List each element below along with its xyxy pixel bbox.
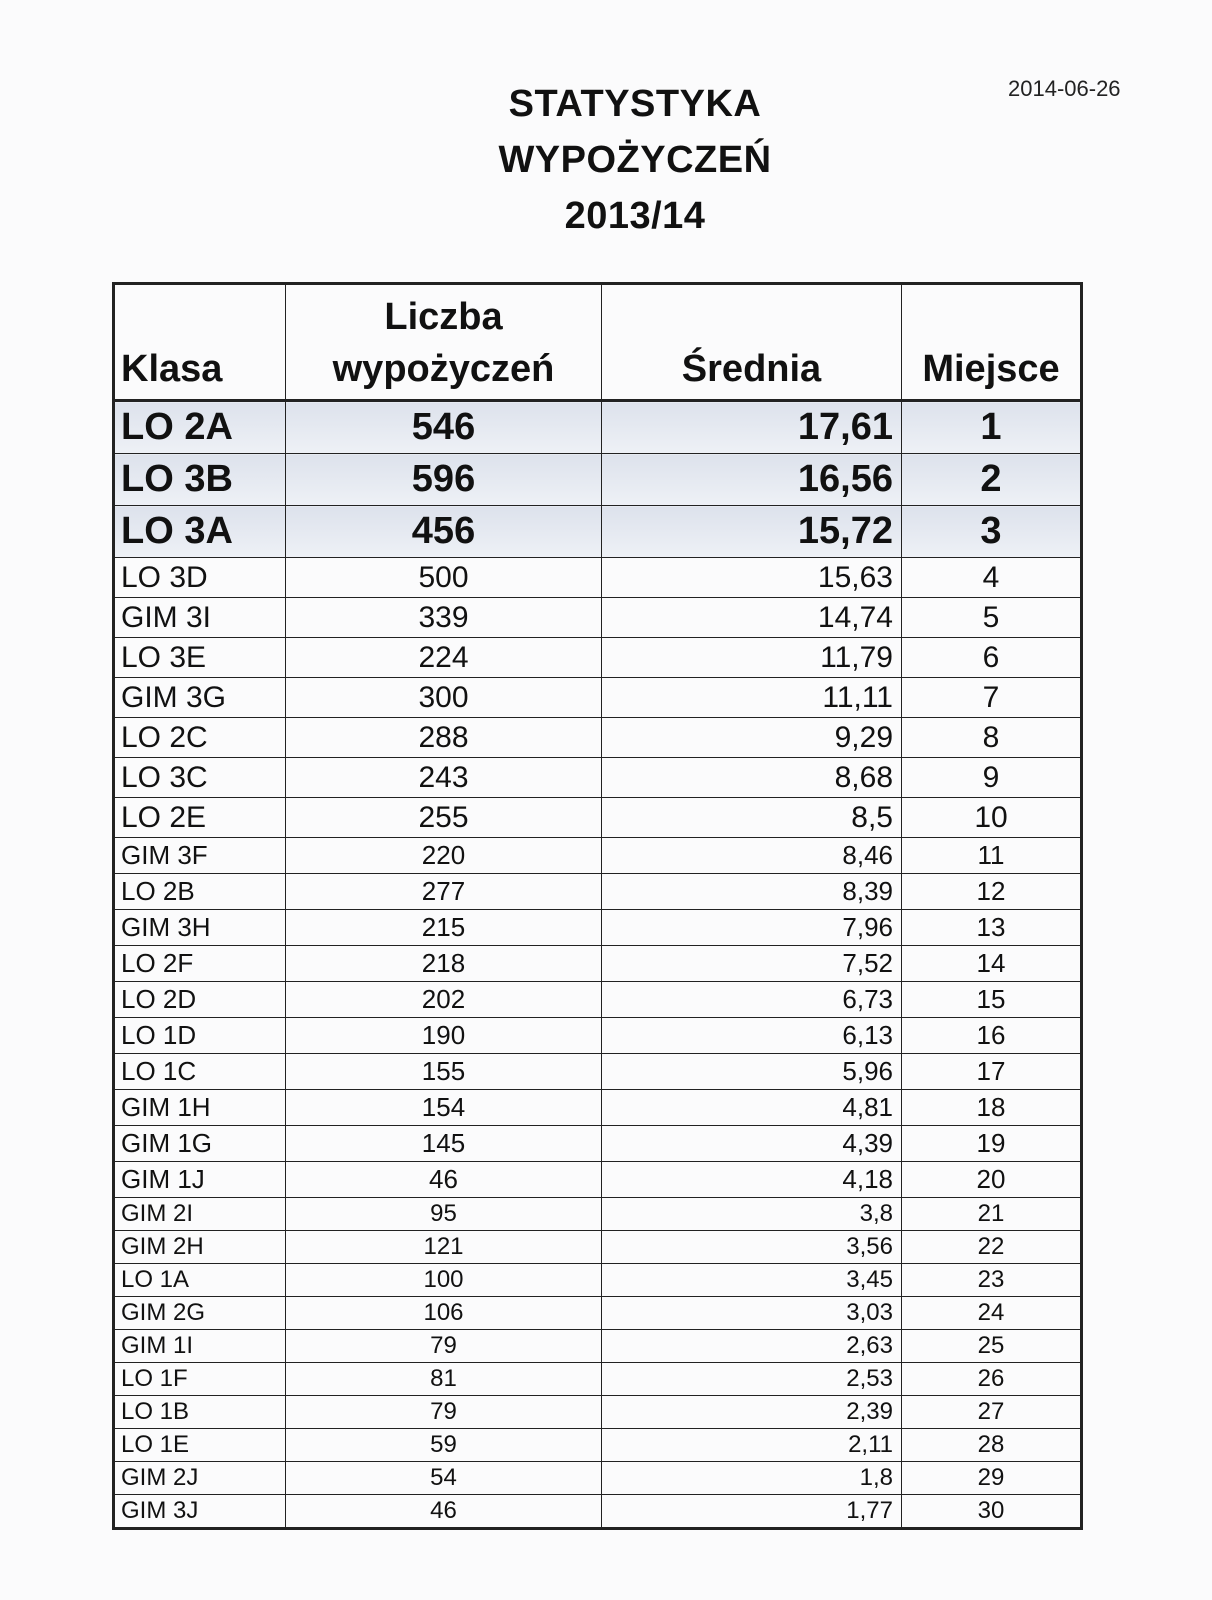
cell-klasa: GIM 3G [114, 678, 286, 718]
cell-klasa: LO 1A [114, 1264, 286, 1297]
cell-srednia: 8,46 [602, 838, 902, 874]
cell-srednia: 8,39 [602, 874, 902, 910]
cell-srednia: 3,45 [602, 1264, 902, 1297]
table-row [114, 1495, 1082, 1529]
cell-klasa: GIM 2H [114, 1231, 286, 1264]
table-row [114, 1126, 1082, 1162]
cell-klasa: GIM 2G [114, 1297, 286, 1330]
cell-miejsce: 19 [902, 1126, 1082, 1162]
cell-miejsce: 9 [902, 758, 1082, 798]
document-date: 2014-06-26 [1008, 76, 1121, 101]
cell-klasa: GIM 1I [114, 1330, 286, 1363]
cell-srednia: 11,11 [602, 678, 902, 718]
cell-liczba: 145 [286, 1126, 602, 1162]
cell-klasa: GIM 2I [114, 1198, 286, 1231]
cell-klasa: LO 3A [114, 506, 286, 558]
cell-miejsce: 26 [902, 1363, 1082, 1396]
cell-miejsce: 16 [902, 1018, 1082, 1054]
table-row [114, 838, 1082, 874]
table-row [114, 598, 1082, 638]
cell-klasa: GIM 3J [114, 1495, 286, 1529]
cell-srednia: 16,56 [602, 454, 902, 506]
cell-liczba: 339 [286, 598, 602, 638]
cell-srednia: 1,77 [602, 1495, 902, 1529]
cell-srednia: 6,13 [602, 1018, 902, 1054]
table-row [114, 982, 1082, 1018]
cell-klasa: LO 2A [114, 401, 286, 454]
table-row [114, 1396, 1082, 1429]
cell-liczba: 288 [286, 718, 602, 758]
cell-klasa: LO 1E [114, 1429, 286, 1462]
cell-liczba: 46 [286, 1495, 602, 1529]
statistics-table-container [112, 282, 1080, 1530]
cell-klasa: LO 1D [114, 1018, 286, 1054]
table-row [114, 1462, 1082, 1495]
cell-klasa: LO 2D [114, 982, 286, 1018]
column-header-liczba-line-2: wypożyczeń [332, 348, 555, 390]
table-row [114, 506, 1082, 558]
cell-srednia: 2,53 [602, 1363, 902, 1396]
cell-srednia: 8,5 [602, 798, 902, 838]
cell-klasa: LO 3C [114, 758, 286, 798]
table-row [114, 1198, 1082, 1231]
cell-liczba: 79 [286, 1396, 602, 1429]
table-row [114, 874, 1082, 910]
cell-srednia: 14,74 [602, 598, 902, 638]
cell-srednia: 3,8 [602, 1198, 902, 1231]
cell-klasa: GIM 3H [114, 910, 286, 946]
table-row [114, 910, 1082, 946]
cell-srednia: 5,96 [602, 1054, 902, 1090]
cell-klasa: LO 3B [114, 454, 286, 506]
cell-klasa: LO 1B [114, 1396, 286, 1429]
table-row [114, 678, 1082, 718]
cell-miejsce: 21 [902, 1198, 1082, 1231]
cell-miejsce: 5 [902, 598, 1082, 638]
cell-srednia: 4,81 [602, 1090, 902, 1126]
cell-liczba: 277 [286, 874, 602, 910]
cell-klasa: LO 3E [114, 638, 286, 678]
cell-liczba: 220 [286, 838, 602, 874]
table-body [114, 401, 1082, 1529]
column-header-srednia: Średnia [602, 284, 902, 401]
cell-miejsce: 12 [902, 874, 1082, 910]
table-row [114, 946, 1082, 982]
cell-miejsce: 2 [902, 454, 1082, 506]
cell-liczba: 255 [286, 798, 602, 838]
cell-srednia: 11,79 [602, 638, 902, 678]
table-row [114, 1297, 1082, 1330]
cell-srednia: 2,63 [602, 1330, 902, 1363]
cell-liczba: 121 [286, 1231, 602, 1264]
cell-klasa: GIM 2J [114, 1462, 286, 1495]
cell-miejsce: 28 [902, 1429, 1082, 1462]
cell-klasa: GIM 3I [114, 598, 286, 638]
cell-miejsce: 6 [902, 638, 1082, 678]
cell-miejsce: 4 [902, 558, 1082, 598]
cell-miejsce: 25 [902, 1330, 1082, 1363]
cell-miejsce: 27 [902, 1396, 1082, 1429]
cell-klasa: LO 1F [114, 1363, 286, 1396]
cell-miejsce: 7 [902, 678, 1082, 718]
table-row [114, 558, 1082, 598]
cell-srednia: 1,8 [602, 1462, 902, 1495]
table-row [114, 1363, 1082, 1396]
cell-klasa: GIM 1G [114, 1126, 286, 1162]
cell-miejsce: 17 [902, 1054, 1082, 1090]
cell-liczba: 215 [286, 910, 602, 946]
cell-miejsce: 1 [902, 401, 1082, 454]
cell-liczba: 59 [286, 1429, 602, 1462]
cell-srednia: 17,61 [602, 401, 902, 454]
cell-miejsce: 8 [902, 718, 1082, 758]
table-header-row [114, 284, 1082, 401]
cell-liczba: 155 [286, 1054, 602, 1090]
cell-srednia: 9,29 [602, 718, 902, 758]
cell-srednia: 2,11 [602, 1429, 902, 1462]
cell-miejsce: 13 [902, 910, 1082, 946]
column-header-liczba-line-1: Liczba [384, 296, 503, 338]
cell-miejsce: 15 [902, 982, 1082, 1018]
cell-liczba: 54 [286, 1462, 602, 1495]
cell-miejsce: 20 [902, 1162, 1082, 1198]
cell-srednia: 6,73 [602, 982, 902, 1018]
cell-srednia: 2,39 [602, 1396, 902, 1429]
cell-liczba: 224 [286, 638, 602, 678]
cell-liczba: 154 [286, 1090, 602, 1126]
table-row [114, 454, 1082, 506]
cell-srednia: 7,96 [602, 910, 902, 946]
cell-liczba: 243 [286, 758, 602, 798]
document-title [410, 76, 860, 244]
cell-liczba: 81 [286, 1363, 602, 1396]
cell-srednia: 15,63 [602, 558, 902, 598]
table-row [114, 1330, 1082, 1363]
title-line-3: 2013/14 [564, 195, 706, 237]
cell-klasa: LO 2B [114, 874, 286, 910]
cell-miejsce: 23 [902, 1264, 1082, 1297]
cell-liczba: 596 [286, 454, 602, 506]
column-header-miejsce: Miejsce [902, 284, 1082, 401]
cell-srednia: 8,68 [602, 758, 902, 798]
cell-liczba: 106 [286, 1297, 602, 1330]
cell-miejsce: 14 [902, 946, 1082, 982]
table-row [114, 401, 1082, 454]
cell-miejsce: 3 [902, 506, 1082, 558]
table-row [114, 758, 1082, 798]
cell-miejsce: 11 [902, 838, 1082, 874]
cell-klasa: GIM 1J [114, 1162, 286, 1198]
cell-liczba: 546 [286, 401, 602, 454]
title-line-1: STATYSTYKA [508, 83, 762, 125]
column-header-klasa: Klasa [114, 284, 286, 401]
cell-klasa: LO 2E [114, 798, 286, 838]
cell-miejsce: 10 [902, 798, 1082, 838]
cell-miejsce: 22 [902, 1231, 1082, 1264]
cell-liczba: 46 [286, 1162, 602, 1198]
cell-srednia: 3,03 [602, 1297, 902, 1330]
cell-srednia: 15,72 [602, 506, 902, 558]
statistics-table [112, 282, 1083, 1530]
table-row [114, 1264, 1082, 1297]
table-row [114, 718, 1082, 758]
cell-srednia: 3,56 [602, 1231, 902, 1264]
title-line-2: WYPOŻYCZEŃ [498, 139, 772, 181]
cell-miejsce: 30 [902, 1495, 1082, 1529]
cell-liczba: 100 [286, 1264, 602, 1297]
table-row [114, 1054, 1082, 1090]
cell-srednia: 7,52 [602, 946, 902, 982]
cell-klasa: LO 1C [114, 1054, 286, 1090]
table-row [114, 1090, 1082, 1126]
table-row [114, 1018, 1082, 1054]
cell-liczba: 190 [286, 1018, 602, 1054]
cell-srednia: 4,18 [602, 1162, 902, 1198]
table-row [114, 1162, 1082, 1198]
cell-klasa: LO 2C [114, 718, 286, 758]
cell-klasa: GIM 1H [114, 1090, 286, 1126]
table-row [114, 1429, 1082, 1462]
cell-klasa: LO 3D [114, 558, 286, 598]
cell-liczba: 218 [286, 946, 602, 982]
cell-srednia: 4,39 [602, 1126, 902, 1162]
column-header-liczba [286, 284, 602, 401]
cell-klasa: GIM 3F [114, 838, 286, 874]
cell-liczba: 500 [286, 558, 602, 598]
cell-miejsce: 24 [902, 1297, 1082, 1330]
table-row [114, 638, 1082, 678]
cell-klasa: LO 2F [114, 946, 286, 982]
cell-miejsce: 29 [902, 1462, 1082, 1495]
cell-liczba: 95 [286, 1198, 602, 1231]
cell-liczba: 202 [286, 982, 602, 1018]
cell-miejsce: 18 [902, 1090, 1082, 1126]
cell-liczba: 300 [286, 678, 602, 718]
cell-liczba: 456 [286, 506, 602, 558]
table-row [114, 798, 1082, 838]
table-row [114, 1231, 1082, 1264]
cell-liczba: 79 [286, 1330, 602, 1363]
